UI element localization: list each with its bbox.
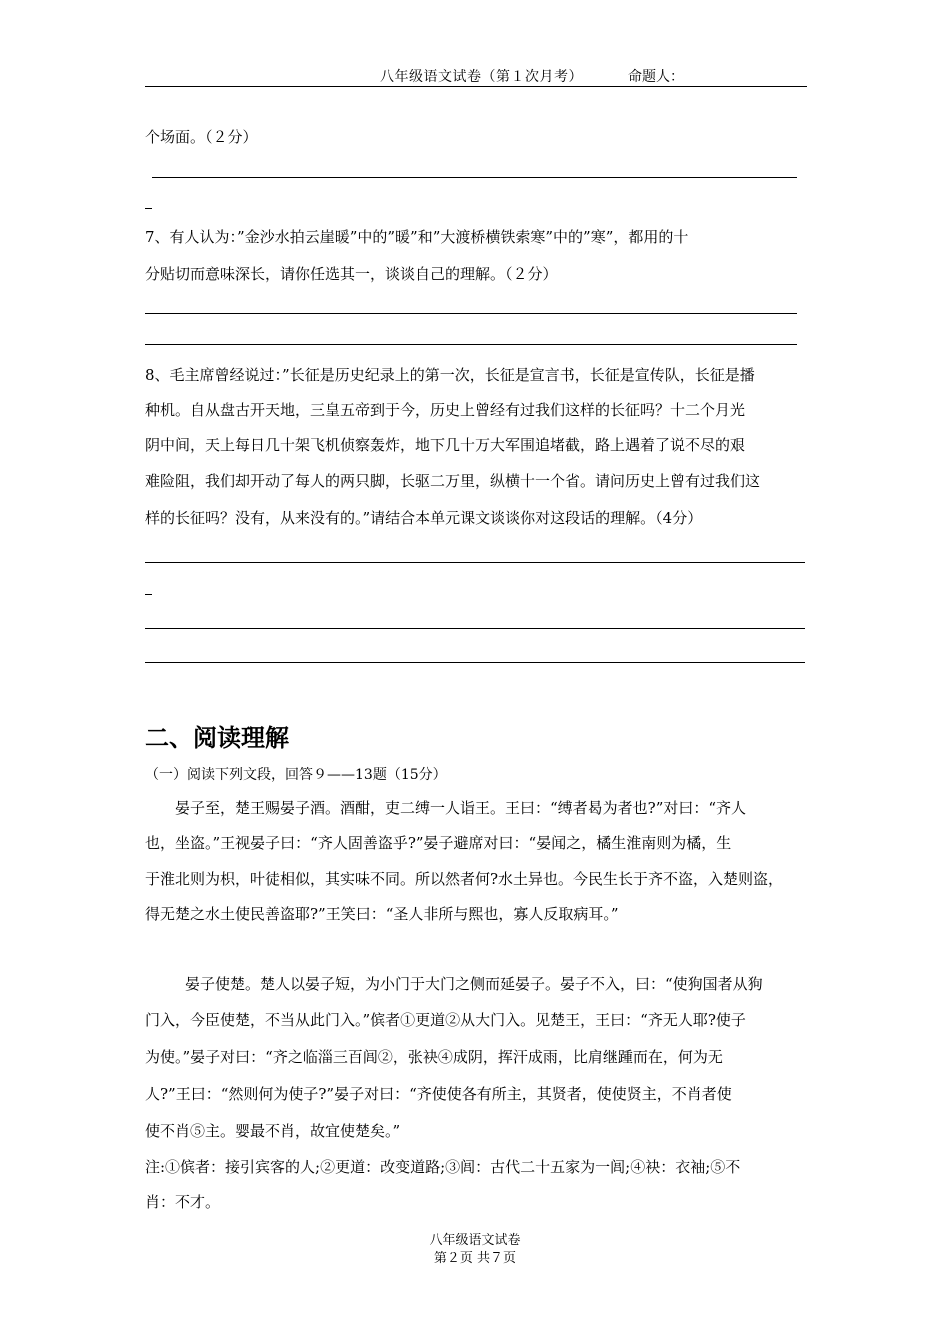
section2-title: 二、阅读理解	[145, 724, 289, 752]
passage1-line-1: 晏子至，楚王赐晏子酒。酒酣，吏二缚一人诣王。王曰：“缚者曷为者也?”对曰：“齐人	[175, 799, 747, 817]
header-title: 八年级语文试卷（第１次月考）	[380, 69, 583, 85]
q8-line-2: 种机。自从盘古开天地，三皇五帝到于今，历史上曾经有过我们这样的长征吗？十二个月光	[145, 401, 746, 419]
q8-line-3: 阴中间，天上每日几十架飞机侦察轰炸，地下几十万大军围追堵截，路上遇着了说不尽的艰	[145, 436, 746, 454]
q7-answer-line-2[interactable]	[145, 344, 797, 345]
header-rule	[145, 86, 807, 87]
q8-line-5: 样的长征吗？没有，从来没有的。”请结合本单元课文谈谈你对这段话的理解。（4分）	[145, 509, 703, 527]
passage2-line-4: 人?”王曰：“然则何为使子?”晏子对曰：“齐使使各有所主，其贤者，使使贤主，不肖者使	[145, 1085, 732, 1103]
notes-line-2: 肖：不才。	[145, 1193, 221, 1211]
notes-line-1: 注:①傧者：接引宾客的人;②更道：改变道路;③闾：古代二十五家为一闾;④袂：衣袖;⑤不	[145, 1158, 741, 1176]
q8-answer-line-3[interactable]	[145, 662, 805, 663]
q7-line-2: 分贴切而意味深长，请你任选其一，谈谈自己的理解。（２分）	[145, 265, 558, 283]
footer-page-number: 第２页 共７页	[433, 1251, 517, 1266]
passage1-line-3: 于淮北则为枳，叶徒相似，其实味不同。所以然者何?水土异也。今民生长于齐不盗，入楚则盗，	[145, 870, 784, 888]
passage2-line-5: 使不肖⑤主。婴最不肖，故宜使楚矣。”	[145, 1122, 401, 1140]
passage1-line-2: 也，坐盗。”王视晏子曰：“齐人固善盗乎?”晏子避席对曰：“晏闻之，橘生淮南则为橘，生	[145, 834, 732, 852]
q7-line-1: 7、有人认为：”金沙水拍云崖暖”中的”暖”和”大渡桥横铁索寒”中的”寒”，都用的十	[145, 228, 689, 246]
q6-tail: 个场面。（２分）	[145, 128, 258, 146]
q8-line-1: 8、毛主席曾经说过：”长征是历史纪录上的第一次，长征是宣言书，长征是宣传队，长征是播	[145, 366, 755, 384]
q7-answer-line-1[interactable]	[145, 313, 797, 314]
q8-answer-line-1[interactable]	[145, 562, 805, 563]
q6-answer-line[interactable]	[152, 177, 797, 178]
passage2-line-2: 门入，今臣使楚，不当从此门入。”傧者①更道②从大门入。见楚王，王曰：“齐无人耶?使子	[145, 1011, 746, 1029]
header-author-label: 命题人：	[628, 69, 684, 85]
q6-answer-dash	[145, 208, 152, 209]
footer-title: 八年级语文试卷	[429, 1233, 521, 1248]
section2-part1-intro: （一）阅读下列文段，回答９——13题（15分）	[145, 767, 447, 783]
q8-answer-dash	[145, 594, 152, 595]
q8-line-4: 难险阻，我们却开动了每人的两只脚，长驱二万里，纵横十一个省。请问历史上曾有过我们这	[145, 472, 761, 490]
passage2-line-1: 晏子使楚。楚人以晏子短，为小门于大门之侧而延晏子。晏子不入，曰：“使狗国者从狗	[185, 975, 763, 993]
passage1-line-4: 得无楚之水土使民善盗耶?”王笑曰：“圣人非所与熙也，寡人反取病耳。”	[145, 905, 619, 923]
passage2-line-3: 为使。”晏子对曰：“齐之临淄三百闾②，张袂④成阴，挥汗成雨，比肩继踵而在，何为无	[145, 1048, 723, 1066]
q8-answer-line-2[interactable]	[145, 628, 805, 629]
